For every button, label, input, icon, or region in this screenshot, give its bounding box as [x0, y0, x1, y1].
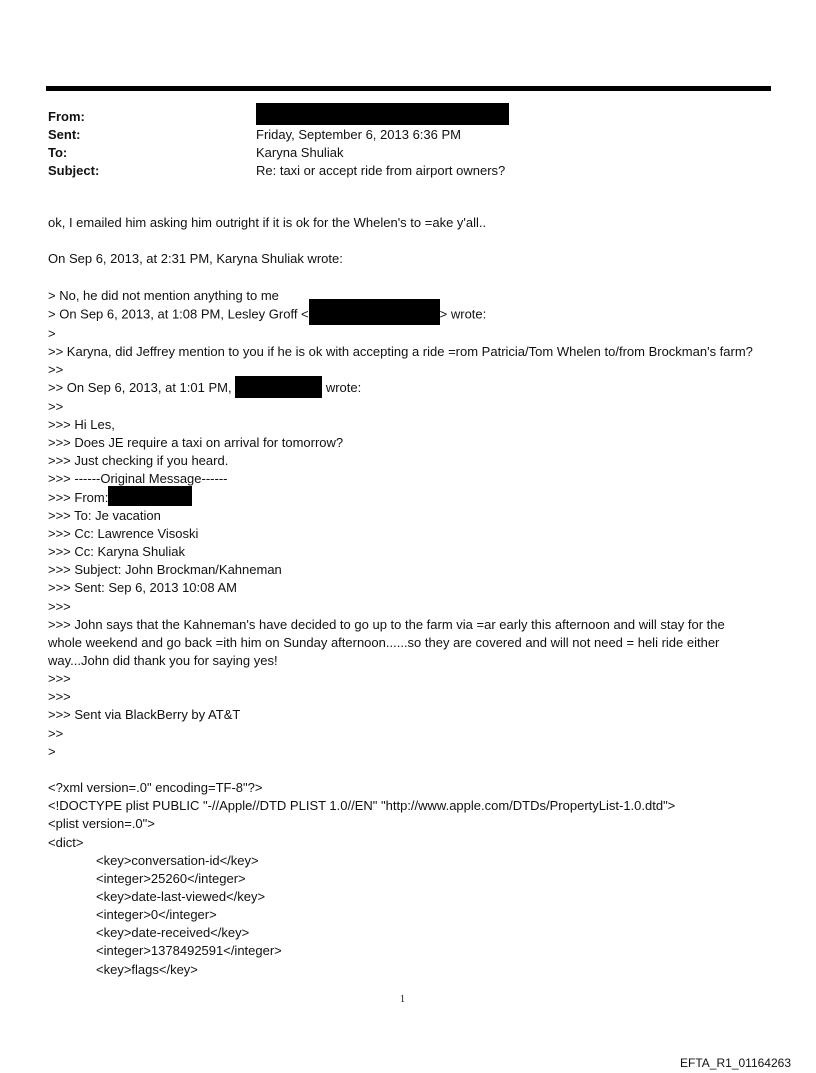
- redacted-email: [309, 299, 440, 325]
- body-line: >>: [48, 725, 64, 741]
- body-line-with-redaction: > On Sep 6, 2013, at 1:08 PM, Lesley Groff < > wrote:: [48, 305, 758, 325]
- subject-value: Re: taxi or accept ride from airport owners?: [256, 163, 506, 178]
- header-rule: [46, 86, 771, 91]
- xml-line: <integer>0</integer>: [96, 907, 217, 923]
- body-line: >>> Sent via BlackBerry by AT&T: [48, 707, 241, 723]
- body-line: >: [48, 325, 56, 341]
- sent-label: Sent:: [48, 127, 81, 142]
- subject-row: [48, 162, 506, 180]
- redacted-from-address: [108, 486, 192, 506]
- subject-label: Subject:: [48, 163, 100, 178]
- body-line: >>>: [48, 598, 71, 614]
- body-line: >>> John says that the Kahneman's have decided to go up to the farm via =ar early this afternoon and will stay for the whole weekend and go back =ith him on Sunday afternoon......so they are covered and will not need = heli ride either way...John did thank you for saying yes!: [48, 616, 725, 668]
- body-line: >>> Sent: Sep 6, 2013 10:08 AM: [48, 580, 238, 596]
- body-line: On Sep 6, 2013, at 2:31 PM, Karyna Shuliak wrote:: [48, 251, 343, 267]
- body-line-with-redaction: >> On Sep 6, 2013, at 1:01 PM, wrote:: [48, 379, 758, 398]
- body-line: >>> Cc: Lawrence Visoski: [48, 525, 199, 541]
- sent-row: [48, 126, 461, 144]
- body-line: >>> Does JE require a taxi on arrival for tomorrow?: [48, 435, 344, 451]
- xml-line: <key>flags</key>: [96, 961, 198, 977]
- body-line: >>> ------Original Message------: [48, 471, 228, 487]
- body-line: >>> Cc: Karyna Shuliak: [48, 544, 185, 560]
- from-row: [48, 108, 248, 126]
- xml-line: <!DOCTYPE plist PUBLIC "-//Apple//DTD PLIST 1.0//EN" "http://www.apple.com/DTDs/PropertyList-1.0.dtd">: [48, 798, 676, 814]
- body-line: >>> Hi Les,: [48, 416, 115, 432]
- body-line: >>> Just checking if you heard.: [48, 453, 229, 469]
- xml-line: <plist version=.0">: [48, 816, 155, 832]
- body-line: >>> Subject: John Brockman/Kahneman: [48, 562, 282, 578]
- from-label: From:: [48, 109, 85, 124]
- to-value: Karyna Shuliak: [256, 145, 344, 160]
- xml-line: <key>date-last-viewed</key>: [96, 888, 266, 904]
- sent-value: Friday, September 6, 2013 6:36 PM: [256, 127, 461, 142]
- body-line-with-redaction: >>> From:: [48, 489, 758, 507]
- body-line: ok, I emailed him asking him outright if it is ok for the Whelen's to =ake y'all..: [48, 215, 487, 230]
- xml-line: <key>date-received</key>: [96, 925, 250, 941]
- body-line: >>: [48, 398, 64, 414]
- body-line: >>>: [48, 671, 71, 687]
- body-line: >>>: [48, 689, 71, 705]
- email-body: [48, 214, 758, 979]
- bates-number: EFTA_R1_01164263: [680, 1056, 791, 1070]
- body-line: >>> To: Je vacation: [48, 507, 161, 523]
- body-line: >: [48, 743, 56, 759]
- xml-line: <integer>25260</integer>: [96, 870, 246, 886]
- body-line: > No, he did not mention anything to me: [48, 287, 279, 303]
- xml-line: <integer>1378492591</integer>: [96, 943, 282, 959]
- to-row: [48, 144, 344, 162]
- body-line: >>: [48, 362, 64, 378]
- body-line: >> Karyna, did Jeffrey mention to you if he is ok with accepting a ride =rom Patricia/Tom Whelen to/from Brockman's farm?: [48, 343, 753, 359]
- page-number: 1: [400, 994, 405, 1005]
- xml-line: <key>conversation-id</key>: [96, 852, 259, 868]
- xml-line: <?xml version=.0" encoding=TF-8"?>: [48, 780, 263, 796]
- redacted-sender: [235, 376, 322, 398]
- to-label: To:: [48, 145, 68, 160]
- xml-line: <dict>: [48, 834, 84, 850]
- redacted-from: [256, 103, 509, 125]
